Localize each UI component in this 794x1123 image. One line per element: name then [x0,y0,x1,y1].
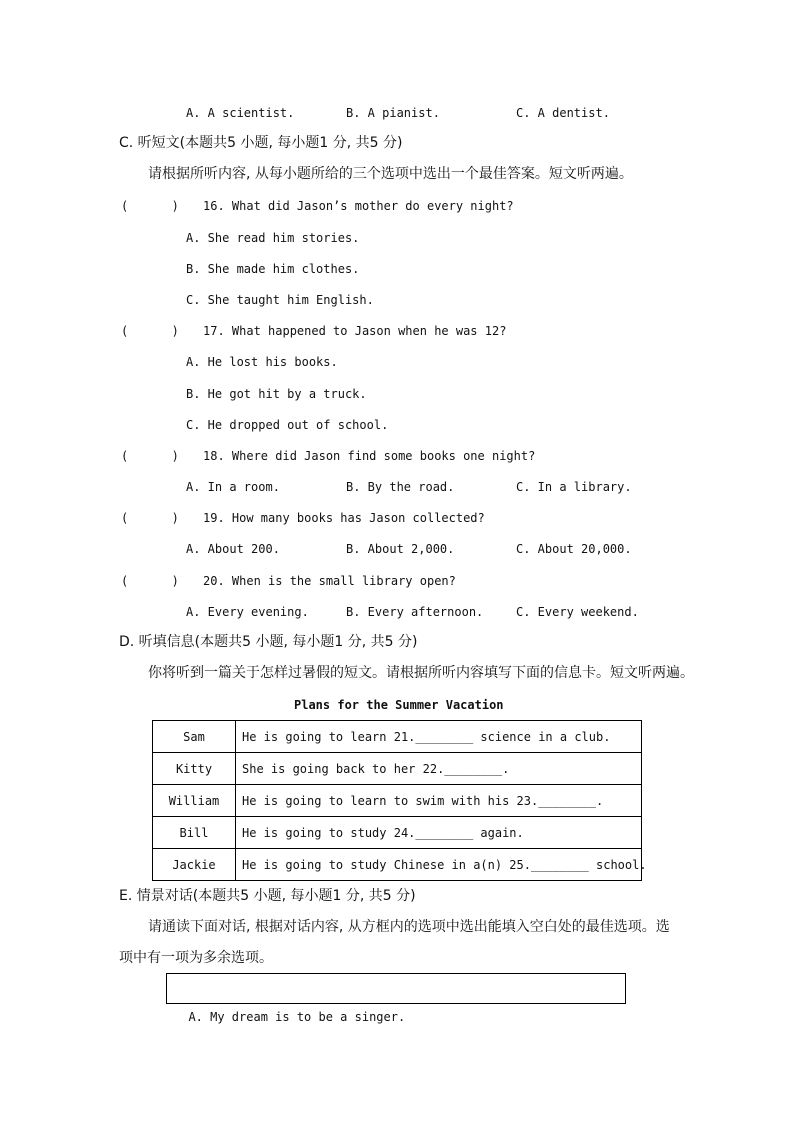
section-d-instruction: 你将听到一篇关于怎样过暑假的短文。请根据所听内容填写下面的信息卡。短文听两遍。 [148,665,694,681]
section-e-instruction-line1: 请通读下面对话, 根据对话内容, 从方框内的选项中选出能填入空白处的最佳选项。选 [148,919,670,935]
table-row [153,721,642,753]
section-e-instruction-line2: 项中有一项为多余选项。 [119,950,273,966]
plan-text: She is going back to her 22.________. [236,753,642,785]
q15-option-a: A. A scientist. [186,106,295,120]
section-e-heading: E. 情景对话(本题共5 小题, 每小题1 分, 共5 分) [119,888,416,904]
section-d-heading: D. 听填信息(本题共5 小题, 每小题1 分, 共5 分) [119,634,418,650]
question-option: A. She read him stories. [186,231,360,245]
person-name: Bill [153,817,236,849]
question-stem: 16. What did Jason’s mother do every night? [203,199,514,213]
table-row [153,753,642,785]
answer-blank[interactable]: ( ) [121,449,179,463]
question-option: B. By the road. [346,480,455,494]
question-option: C. Every weekend. [516,605,639,619]
table-title: Plans for the Summer Vacation [294,698,504,712]
question-stem: 18. Where did Jason find some books one night? [203,449,536,463]
q15-option-b: B. A pianist. [346,106,440,120]
question-stem: 19. How many books has Jason collected? [203,511,485,525]
plan-text: He is going to learn to swim with his 23.________. [236,785,642,817]
answer-blank[interactable]: ( ) [121,199,179,213]
person-name: Sam [153,721,236,753]
table-row [153,817,642,849]
question-option: C. She taught him English. [186,293,374,307]
question-stem: 20. When is the small library open? [203,574,456,588]
option-a: A. My dream is to be a singer. [188,1010,406,1024]
question-option: A. In a room. [186,480,280,494]
plan-text: He is going to study Chinese in a(n) 25.________ school. [236,849,642,881]
table-row [153,849,642,881]
table-row [153,785,642,817]
option-box [166,973,626,1024]
plans-table [152,720,647,881]
question-option: C. In a library. [516,480,632,494]
section-c-instruction: 请根据所听内容, 从每小题所给的三个选项中选出一个最佳答案。短文听两遍。 [148,166,633,182]
question-stem: 17. What happened to Jason when he was 12? [203,324,507,338]
q15-option-c: C. A dentist. [516,106,610,120]
plan-text: He is going to learn 21.________ science in a club. [236,721,642,753]
section-c-heading: C. 听短文(本题共5 小题, 每小题1 分, 共5 分) [119,135,403,151]
question-option: C. About 20,000. [516,542,632,556]
answer-blank[interactable]: ( ) [121,324,179,338]
person-name: Jackie [153,849,236,881]
question-option: C. He dropped out of school. [186,418,389,432]
question-option: B. She made him clothes. [186,262,360,276]
question-option: A. He lost his books. [186,355,338,369]
person-name: Kitty [153,753,236,785]
question-option: B. Every afternoon. [346,605,484,619]
person-name: William [153,785,236,817]
question-option: B. He got hit by a truck. [186,387,367,401]
answer-blank[interactable]: ( ) [121,511,179,525]
plan-text: He is going to study 24.________ again. [236,817,642,849]
question-option: B. About 2,000. [346,542,455,556]
question-option: A. Every evening. [186,605,309,619]
answer-blank[interactable]: ( ) [121,574,179,588]
question-option: A. About 200. [186,542,280,556]
